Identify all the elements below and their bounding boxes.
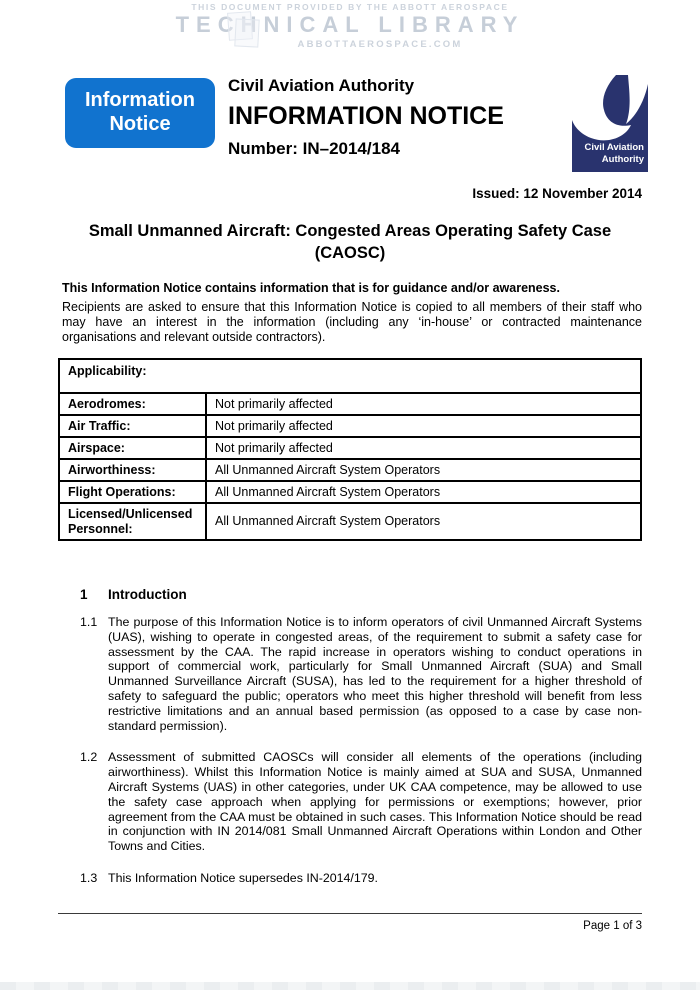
document-header <box>65 75 648 172</box>
row-label: Flight Operations: <box>59 481 206 503</box>
page-footer <box>58 913 642 932</box>
table-row <box>59 415 641 437</box>
paragraph-1-1 <box>58 615 642 733</box>
page-number: Page 1 of 3 <box>583 920 642 932</box>
document-body <box>58 186 642 886</box>
table-row <box>59 459 641 481</box>
table-row <box>59 393 641 415</box>
org-name: Civil Aviation Authority <box>228 76 415 95</box>
footer-rule <box>58 913 642 914</box>
paragraph-number: 1.3 <box>80 870 98 885</box>
table-row <box>59 503 641 540</box>
caa-logo-text <box>585 142 644 165</box>
header-titles <box>228 75 504 159</box>
bottom-watermark-bar <box>0 982 700 990</box>
paragraph-text: This Information Notice supersedes IN-2014/179. <box>108 870 378 885</box>
section-introduction <box>58 587 642 886</box>
row-value: Not primarily affected <box>206 415 641 437</box>
caa-logo <box>572 75 648 172</box>
applicability-header: Applicability: <box>59 359 641 393</box>
paragraph-text: Assessment of submitted CAOSCs will consider all elements of the operations (including airworthiness). Whilst this Information Notice is mainly aimed at SUA and SUSA, Unmanned Aircraft Systems (UAS) in other categories, under UK CAA competence, may be allowed to use the safety case approach when applying for permissions or exemptions; however, prior agreement from the CAA must be obtained in such cases. This Information Notice should be read in conjunction with IN 2014/081 Small Unmanned Aircraft Operations within London and Other Towns and Cities. <box>108 750 642 854</box>
paragraph-text: The purpose of this Information Notice is to inform operators of civil Unmanned Aircraft Systems (UAS), wishing to operate in congested areas, of the requirement to submit a safety case for assessment by the CAA. The rapid increase in operators wishing to conduct operations in support of commercial work, particularly for Small Unmanned Aircraft (SUA) and Small Unmanned Surveillance Aircraft (SUSA), has led to the requirement for a higher threshold of safety to safeguard the public; operators who meet this higher threshold will benefit from less restrictive limitations and an annual based permission (as opposed to a case by case non-standard permission). <box>108 615 642 733</box>
section-number: 1 <box>80 587 88 602</box>
watermark-url: ABBOTTAEROSPACE.COM <box>297 39 463 50</box>
paragraph-number: 1.1 <box>80 615 98 629</box>
table-row <box>59 437 641 459</box>
doc-number: Number: IN–2014/184 <box>228 139 400 158</box>
section-heading: Introduction <box>108 587 187 602</box>
doc-type-title: INFORMATION NOTICE <box>228 102 504 130</box>
document-title: Small Unmanned Aircraft: Congested Areas Operating Safety Case (CAOSC) <box>88 222 612 262</box>
row-label: Licensed/Unlicensed Personnel: <box>59 503 206 540</box>
row-value: Not primarily affected <box>206 393 641 415</box>
applicability-table <box>58 358 642 541</box>
row-label: Air Traffic: <box>59 415 206 437</box>
row-label: Airworthiness: <box>59 459 206 481</box>
badge-line1: Information <box>85 89 195 112</box>
paragraph-number: 1.2 <box>80 750 98 765</box>
section-heading-row <box>58 587 642 602</box>
row-value: All Unmanned Aircraft System Operators <box>206 459 641 481</box>
issued-date: Issued: 12 November 2014 <box>472 186 642 201</box>
watermark-technical-library: TECHNICAL LIBRARY <box>175 12 525 37</box>
caa-logo-line2: Authority <box>601 153 644 165</box>
row-value: Not primarily affected <box>206 437 641 459</box>
table-header-row <box>59 359 641 393</box>
paragraph-1-2 <box>58 750 642 854</box>
watermark-provided-by: THIS DOCUMENT PROVIDED BY THE ABBOTT AEROSPACE <box>191 2 509 12</box>
information-notice-badge <box>65 78 215 148</box>
row-label: Airspace: <box>59 437 206 459</box>
badge-line2: Notice <box>109 113 171 135</box>
row-value: All Unmanned Aircraft System Operators <box>206 481 641 503</box>
caa-logo-line1: Civil Aviation <box>584 142 644 154</box>
row-value: All Unmanned Aircraft System Operators <box>206 503 641 540</box>
recipients-paragraph: Recipients are asked to ensure that this Information Notice is copied to all members of their staff who may have an interest in the information (including any ‘in-house’ or contracted maintenance organisations and relevant outside contractors). <box>62 300 642 344</box>
guidance-statement: This Information Notice contains information that is for guidance and/or awareness. <box>62 281 560 295</box>
row-label: Aerodromes: <box>59 393 206 415</box>
table-row <box>59 481 641 503</box>
paragraph-1-3 <box>58 871 642 886</box>
abbott-aerospace-watermark <box>0 2 700 50</box>
